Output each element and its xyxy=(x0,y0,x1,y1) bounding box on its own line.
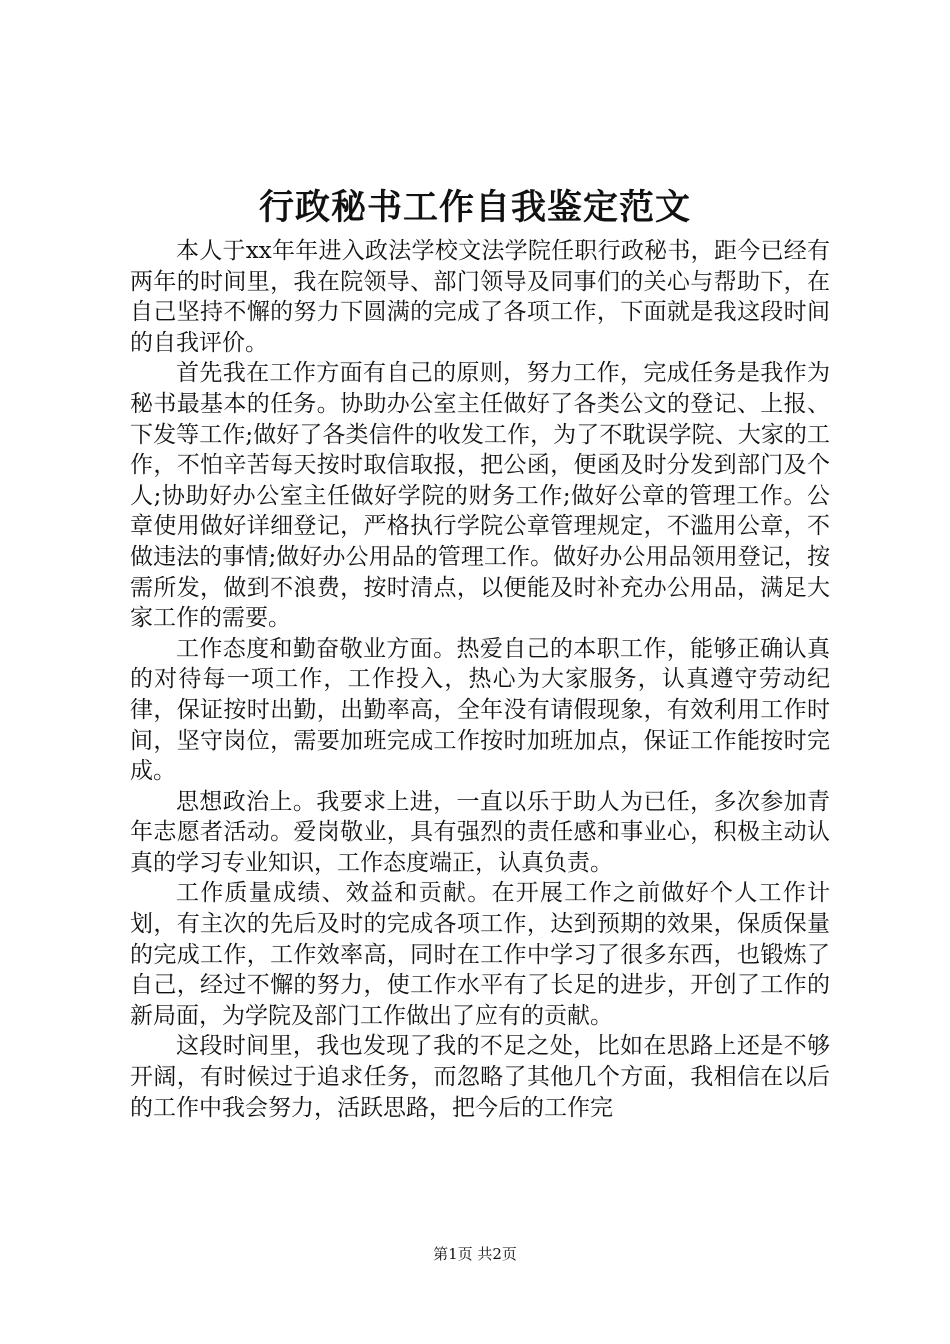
document-title: 行政秘书工作自我鉴定范文 xyxy=(258,187,691,228)
paragraph-work-principles: 首先我在工作方面有自己的原则，努力工作，完成任务是我作为秘书最基本的任务。协助办公室主任做好了各类公文的登记、上报、下发等工作;做好了各类信件的收发工作，为了不耽误学院、大家的工作，不怕辛苦每天按时取信取报，把公函，便函及时分发到部门及个人;协助好办公室主任做好学院的财务工作;做好公章的管理工作。公章使用做好详细登记，严格执行学院公章管理规定，不滥用公章，不做违法的事情;做好办公用品的管理工作。做好办公用品领用登记，按需所发，做到不浪费，按时清点，以便能及时补充办公用品，满足大家工作的需要。 xyxy=(130,360,830,632)
document-body xyxy=(130,236,830,1123)
page-number-footer: 第1页 共2页 xyxy=(433,1245,517,1263)
paragraph-work-attitude: 工作态度和勤奋敬业方面。热爱自己的本职工作，能够正确认真的对待每一项工作，工作投入，热心为大家服务，认真遵守劳动纪律，保证按时出勤，出勤率高，全年没有请假现象，有效利用工作时间，坚守岗位，需要加班完成工作按时加班加点，保证工作能按时完成。 xyxy=(130,635,830,785)
paragraph-shortcomings: 这段时间里，我也发现了我的不足之处，比如在思路上还是不够开阔，有时候过于追求任务，而忽略了其他几个方面，我相信在以后的工作中我会努力，活跃思路，把今后的工作完 xyxy=(130,1033,830,1121)
paragraph-work-quality: 工作质量成绩、效益和贡献。在开展工作之前做好个人工作计划，有主次的先后及时的完成各项工作，达到预期的效果，保质保量的完成工作，工作效率高，同时在工作中学习了很多东西，也锻炼了自己，经过不懈的努力，使工作水平有了长足的进步，开创了工作的新局面，为学院及部门工作做出了应有的贡献。 xyxy=(130,880,830,1029)
paragraph-political-thought: 思想政治上。我要求上进，一直以乐于助人为已任，多次参加青年志愿者活动。爱岗敬业，具有强烈的责任感和事业心，积极主动认真的学习专业知识，工作态度端正，认真负责。 xyxy=(130,788,830,876)
paragraph-intro: 本人于xx年年进入政法学校文法学院任职行政秘书，距今已经有两年的时间里，我在院领导、部门领导及同事们的关心与帮助下，在自己坚持不懈的努力下圆满的完成了各项工作，下面就是我这段时间的自我评价。 xyxy=(130,238,830,356)
